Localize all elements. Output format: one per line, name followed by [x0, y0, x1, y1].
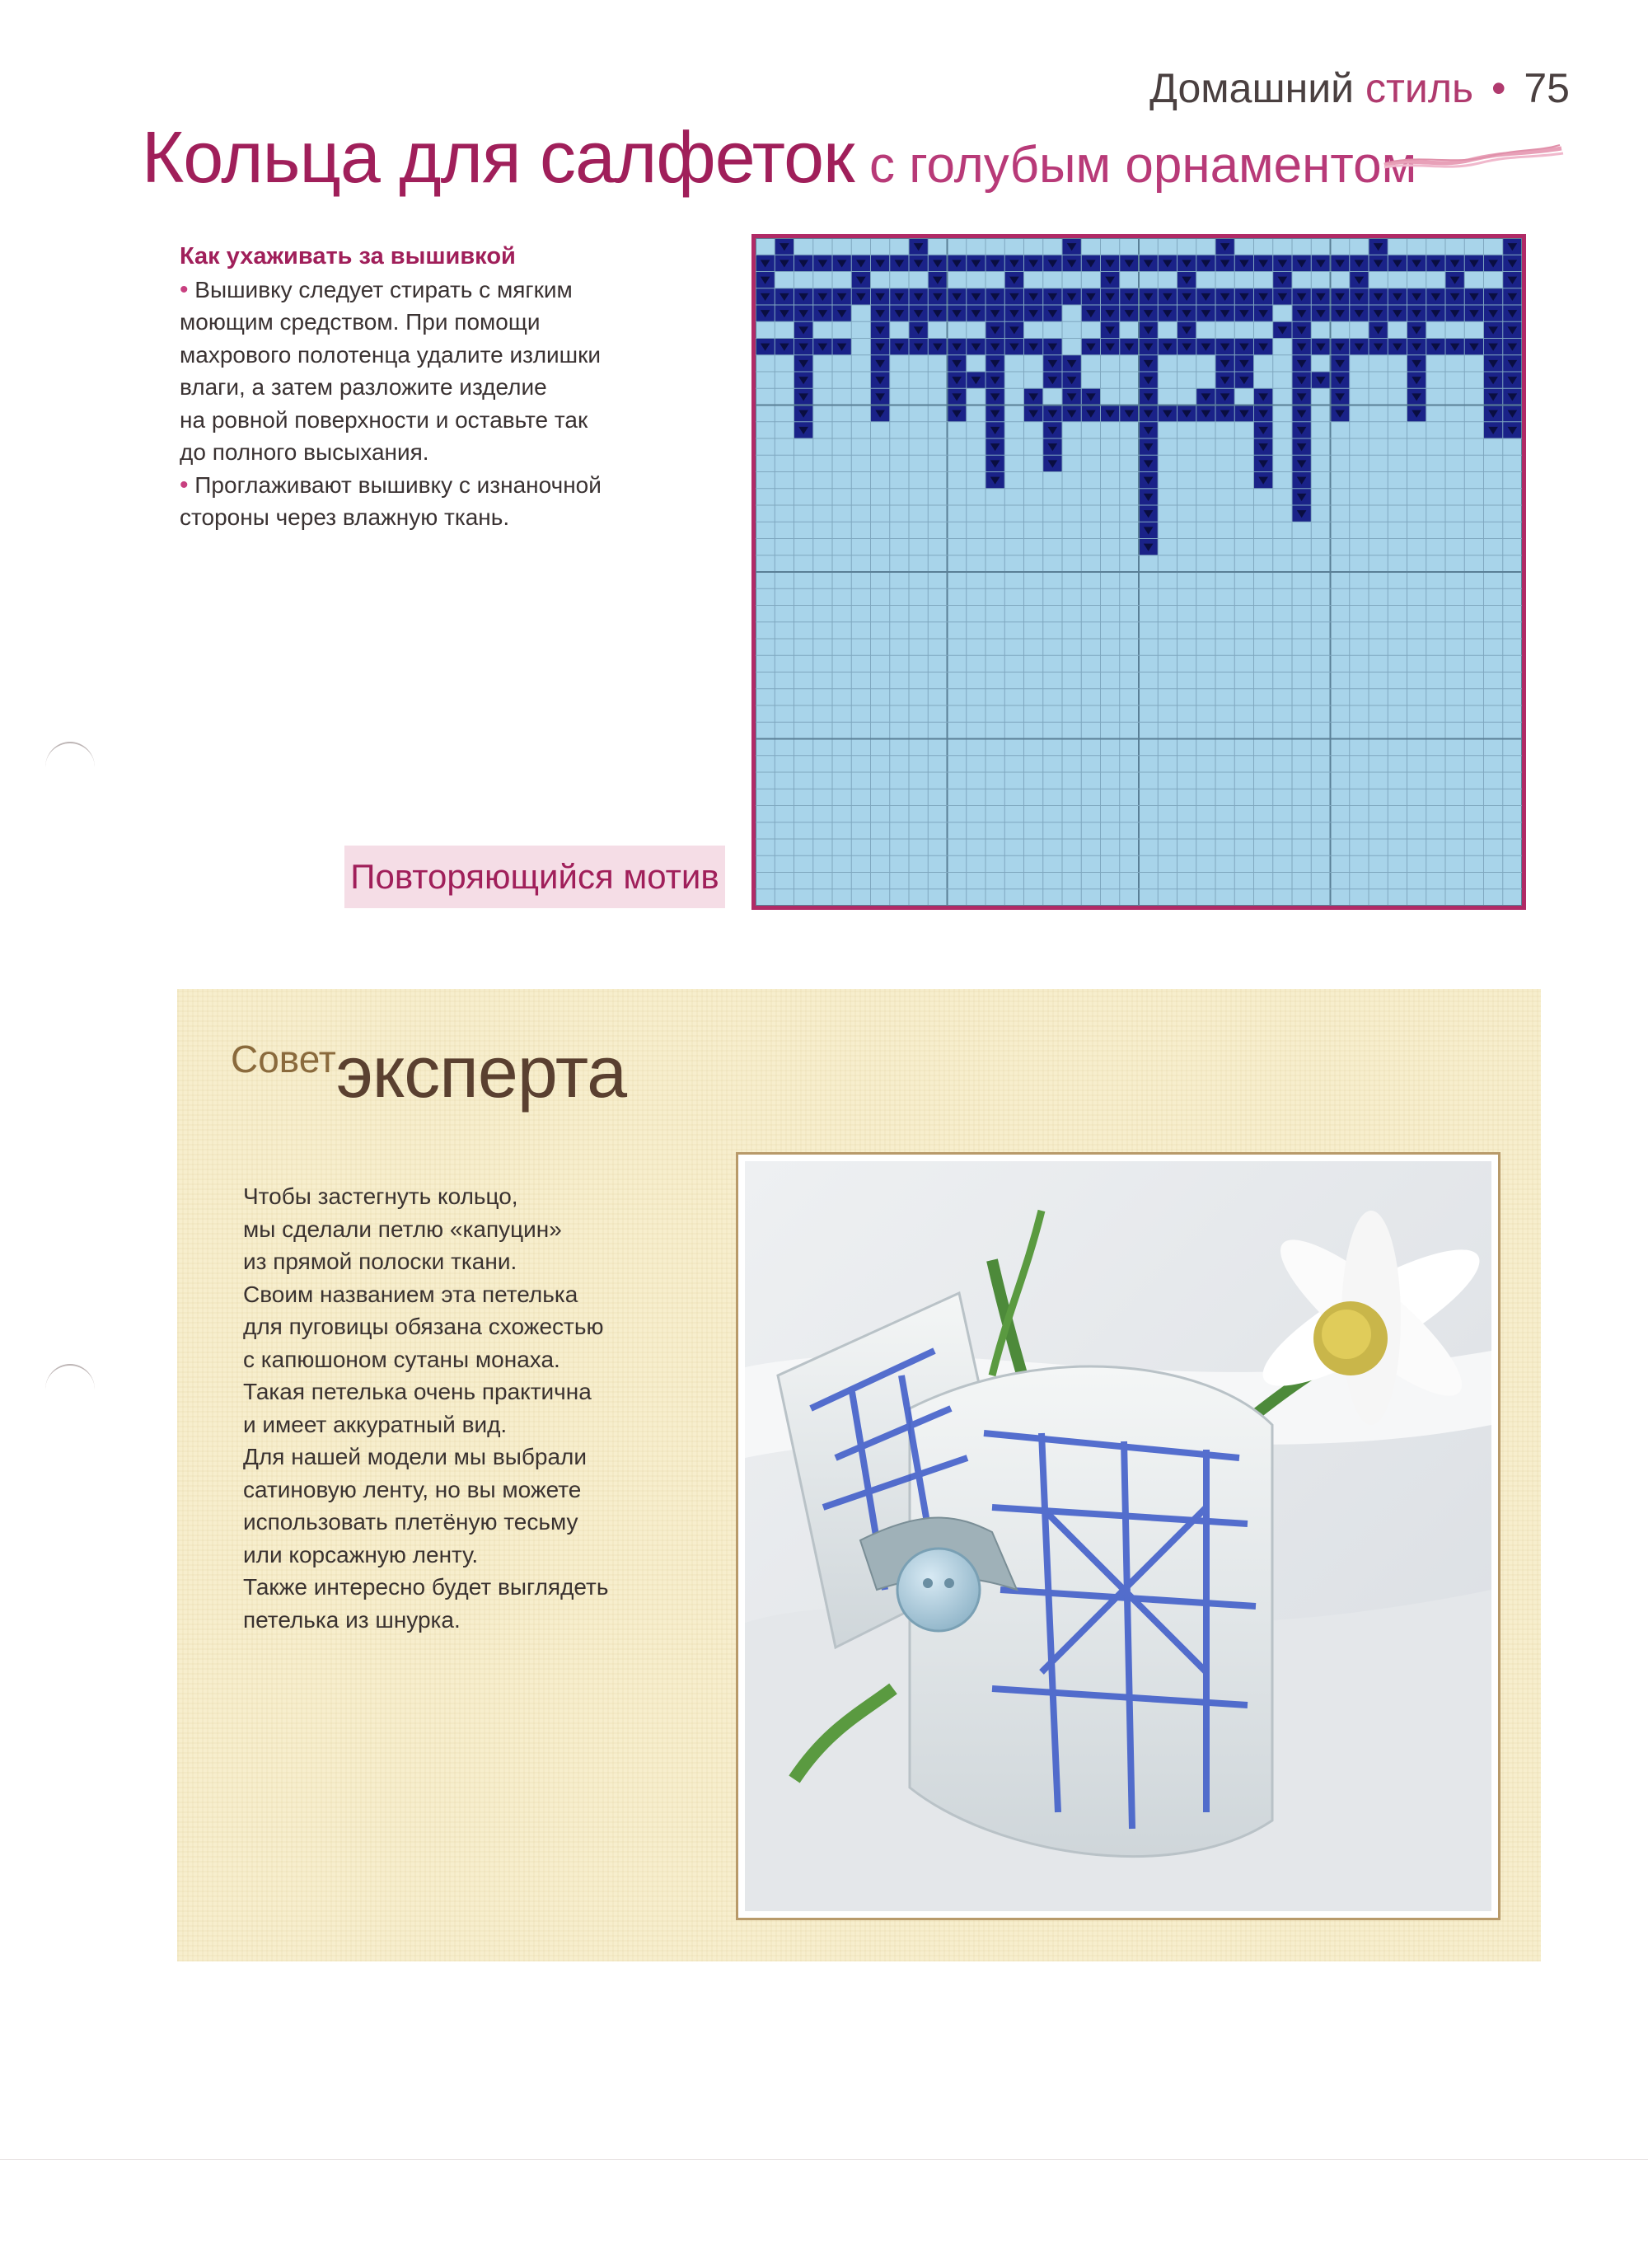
napkin-ring-photo-image — [745, 1161, 1491, 1911]
tip-line: сатиновую ленту, но вы можете — [243, 1476, 582, 1502]
section-name-part2: стиль — [1365, 65, 1474, 111]
binder-hole-mark — [45, 742, 95, 793]
page-title-main: Кольца для салфеток — [142, 116, 854, 198]
tip-line: Такая петелька очень практична — [243, 1379, 592, 1404]
care-line: влаги, а затем разложите изделие — [180, 374, 547, 400]
chart-grid-lines — [756, 238, 1522, 906]
page-bottom-rule — [0, 2159, 1648, 2160]
tip-line: Чтобы застегнуть кольцо, — [243, 1183, 518, 1209]
chart-grid — [756, 238, 1522, 906]
napkin-ring-photo — [736, 1152, 1501, 1920]
care-instructions — [180, 241, 641, 534]
tip-line: и имеет аккуратный вид. — [243, 1411, 508, 1437]
care-line: стороны через влажную ткань. — [180, 504, 510, 530]
tip-line: для пуговицы обязана схожестью — [243, 1314, 604, 1339]
page-title-sub: с голубым орнаментом — [868, 137, 1417, 194]
care-line: до полного высыхания. — [180, 439, 429, 465]
tip-line: с капюшоном сутаны монаха. — [243, 1346, 560, 1372]
expert-tip-text — [243, 1180, 737, 1636]
care-line: махрового полотенца удалите излишки — [180, 341, 602, 368]
section-name-part1: Домашний — [1149, 65, 1355, 111]
tip-line: или корсажную ленту. — [243, 1541, 479, 1567]
tip-heading-small: Совет — [231, 1038, 336, 1080]
care-title: Как ухаживать за вышивкой — [180, 243, 516, 269]
repeat-motif-label: Повторяющийся мотив — [344, 846, 725, 908]
care-bullet-1 — [180, 274, 641, 469]
tip-line: Своим названием эта петелька — [243, 1281, 578, 1307]
care-line: Проглаживают вышивку с изнаночной — [194, 471, 602, 498]
page-number: 75 — [1524, 65, 1570, 111]
tip-line: мы сделали петлю «капуцин» — [243, 1216, 562, 1242]
care-bullet-2 — [180, 469, 641, 534]
tip-heading-big: эксперта — [335, 1031, 627, 1113]
cross-stitch-chart — [751, 234, 1526, 910]
bullet-icon: • — [180, 471, 189, 499]
tip-line: петелька из шнурка. — [243, 1606, 461, 1633]
tip-line: Для нашей модели мы выбрали — [243, 1444, 587, 1469]
page-title — [142, 115, 1416, 199]
bullet-icon: • — [180, 275, 189, 303]
thread-decoration-icon — [1380, 140, 1566, 181]
binder-hole-mark — [45, 1364, 95, 1415]
tip-line: из прямой полоски ткани. — [243, 1249, 517, 1274]
section-header — [1149, 64, 1570, 112]
button-icon — [897, 1549, 980, 1631]
tip-line: Также интересно будет выглядеть — [243, 1574, 609, 1600]
expert-tip-heading — [231, 1030, 626, 1114]
tip-line: использовать плетёную тесьму — [243, 1509, 578, 1535]
care-line: на ровной поверхности и оставьте так — [180, 406, 588, 433]
care-line: Вышивку следует стирать с мягким — [194, 276, 573, 302]
care-line: моющим средством. При помощи — [180, 309, 541, 335]
header-separator: • — [1491, 65, 1506, 111]
